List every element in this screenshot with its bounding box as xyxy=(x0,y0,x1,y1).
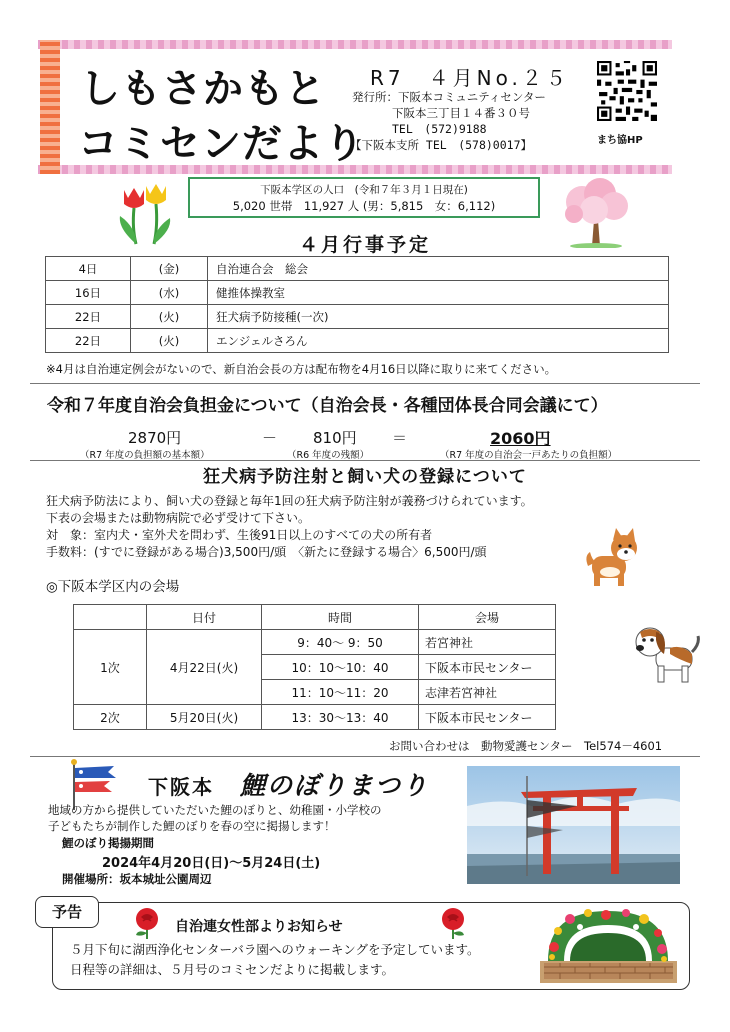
population-stats: 5,020 世帯 11,927 人 (男：5,815 女：6,112) xyxy=(232,199,496,213)
slot-time: 11：10～11：20 xyxy=(262,680,419,705)
publisher: 発行所：下阪本コミュニティセンター xyxy=(352,90,546,104)
slot-venue: 若宮神社 xyxy=(419,630,556,655)
beagle-dog-icon xyxy=(630,620,700,686)
address: 下阪本三丁目１４番３０号 xyxy=(392,106,530,120)
koinobori-period: 2024年4月20日(日)～5月24日(土) xyxy=(102,856,321,871)
koinobori-text-line1: 地域の方から提供していただいた鯉のぼりと、幼稚園・小学校の xyxy=(48,803,382,817)
schedule-date: 4日 xyxy=(46,257,131,281)
slot-venue: 下阪本市民センター xyxy=(419,655,556,680)
qr-code-label: まち協HP xyxy=(597,135,643,146)
table-row xyxy=(46,329,669,353)
population-heading: 下阪本学区の人口 (令和７年３月１日現在) xyxy=(260,184,468,196)
rose-icon xyxy=(130,907,164,939)
qr-code-icon[interactable] xyxy=(597,61,657,121)
april-schedule-title: ４月行事予定 xyxy=(298,234,431,256)
masthead-left-border xyxy=(40,40,60,174)
shiba-dog-icon xyxy=(580,526,642,588)
fee-base-amount: 2870円 xyxy=(128,429,182,447)
table-row xyxy=(74,630,556,655)
schedule-event: 狂犬病予防接種(一次) xyxy=(208,305,669,329)
header-time: 時間 xyxy=(262,605,419,630)
slot-venue: 志津若宮神社 xyxy=(419,680,556,705)
section-divider xyxy=(30,460,700,461)
rabies-venue-table xyxy=(73,604,556,730)
torii-lake-photo xyxy=(467,766,680,884)
schedule-event: 自治連合会 総会 xyxy=(208,257,669,281)
section-divider xyxy=(30,383,700,384)
issue-number: R7 ４月No.２５ xyxy=(370,66,570,90)
schedule-weekday: (火) xyxy=(131,329,208,353)
rabies-target: 対 象：室内犬・室外犬を問わず、生後91日以上のすべての犬の所有者 xyxy=(46,528,433,542)
fee-result-amount: 2060円 xyxy=(490,429,551,448)
slot-time: 9：40～ 9：50 xyxy=(262,630,419,655)
notice-text-line1: ５月下旬に湖西浄化センターバラ園へのウォーキングを予定しています。 xyxy=(70,942,480,957)
fee-balance-caption: （R6 年度の残額） xyxy=(287,450,370,461)
schedule-event: エンジェルさろん xyxy=(208,329,669,353)
fee-section-title: 令和７年度自治会負担金について（自治会長・各種団体長合同会議にて） xyxy=(47,396,608,416)
table-row xyxy=(46,281,669,305)
schedule-weekday: (金) xyxy=(131,257,208,281)
april-schedule-table xyxy=(45,256,669,353)
fee-result-caption: （R7 年度の自治会一戸あたりの負担額） xyxy=(440,450,618,461)
notice-text-line2: 日程等の詳細は、５月号のコミセンだよりに掲載します。 xyxy=(70,962,395,977)
rabies-section-title: 狂犬病予防注射と飼い犬の登録について xyxy=(203,467,527,487)
rabies-fee: 手数料：(すでに登録がある場合)3,500円/頭 〈新たに登録する場合〉6,500円/頭 xyxy=(46,545,487,559)
schedule-date: 16日 xyxy=(46,281,131,305)
newsletter-title-line1: しもさかもと xyxy=(80,66,326,112)
masthead-top-border xyxy=(38,40,672,49)
round-date: 4月22日(火) xyxy=(147,630,262,705)
telephone: TEL (572)9188 xyxy=(392,122,487,136)
rose-icon xyxy=(436,907,470,939)
round-date: 5月20日(火) xyxy=(147,705,262,730)
fee-balance-amount: 810円 xyxy=(313,429,357,447)
koinobori-title xyxy=(148,766,429,802)
schedule-date: 22日 xyxy=(46,305,131,329)
koinobori-title-prefix: 下阪本 xyxy=(148,775,214,799)
schedule-weekday: (火) xyxy=(131,305,208,329)
section-divider xyxy=(30,756,700,757)
fee-minus-sign: － xyxy=(262,429,278,447)
slot-time: 10：10～10：40 xyxy=(262,655,419,680)
slot-time: 13：30～13：40 xyxy=(262,705,419,730)
population-box xyxy=(188,177,540,218)
fee-equals-sign: ＝ xyxy=(392,429,408,447)
table-row xyxy=(46,305,669,329)
header-venue: 会場 xyxy=(419,605,556,630)
notice-title: 自治連女性部よりお知らせ xyxy=(175,919,343,935)
schedule-weekday: (水) xyxy=(131,281,208,305)
venue-title: ◎下阪本学区内の会場 xyxy=(46,579,180,595)
fee-base-caption: （R7 年度の負担額の基本額） xyxy=(80,450,210,461)
table-row xyxy=(74,705,556,730)
slot-venue: 下阪本市民センター xyxy=(419,705,556,730)
schedule-date: 22日 xyxy=(46,329,131,353)
schedule-event: 健推体操教室 xyxy=(208,281,669,305)
schedule-note: ※4月は自治連定例会がないので、新自治会長の方は配布物を4月16日以降に取りに来てください。 xyxy=(46,362,557,376)
koinobori-period-label: 鯉のぼり掲揚期間 xyxy=(62,836,154,850)
contact-info: お問い合わせは 動物愛護センター Tel574－4601 xyxy=(389,739,663,753)
header-cell-blank xyxy=(74,605,147,630)
table-row xyxy=(74,605,556,630)
round-label: 2次 xyxy=(74,705,147,730)
newsletter-title-line2: コミセンだより xyxy=(78,121,365,167)
header-date: 日付 xyxy=(147,605,262,630)
rabies-text-line1: 狂犬病予防法により、飼い犬の登録と毎年1回の狂犬病予防注射が義務づけられています。 xyxy=(46,494,533,508)
rabies-text-line2: 下表の会場または動物病院で必ず受けて下さい。 xyxy=(46,511,311,525)
round-label: 1次 xyxy=(74,630,147,705)
table-row xyxy=(46,257,669,281)
koinobori-venue: 開催場所：坂本城址公園周辺 xyxy=(62,872,212,886)
rose-garden-arch-icon xyxy=(540,907,677,983)
notice-tag: 予告 xyxy=(35,896,99,928)
branch-telephone: 【下阪本支所 TEL (578)0017】 xyxy=(350,138,533,152)
koinobori-text-line2: 子どもたちが制作した鯉のぼりを春の空に掲揚します！ xyxy=(48,819,336,833)
koinobori-title-main: 鯉のぼりまつり xyxy=(240,771,430,800)
